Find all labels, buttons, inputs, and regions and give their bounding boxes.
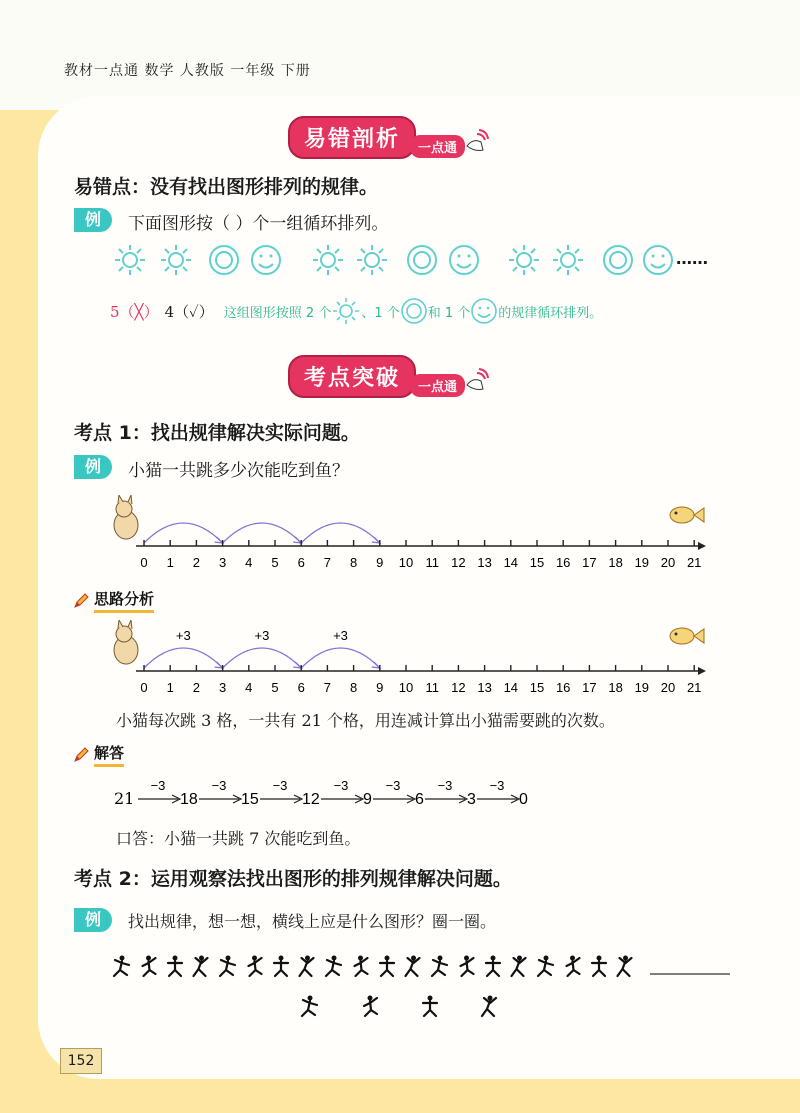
axis-ticks xyxy=(140,665,701,695)
analysis-heading: 思路分析 xyxy=(72,588,154,613)
explanation-part2: 、1 个 xyxy=(361,305,400,321)
banner-sub: 一点通 xyxy=(410,135,465,158)
athlete-figure-icon xyxy=(567,956,580,977)
tick-label-10: 10 xyxy=(398,555,414,570)
jump-arc xyxy=(223,648,302,668)
tick-label-4: 4 xyxy=(245,680,253,695)
answer-heading: 解答 xyxy=(72,742,124,767)
chain-start: 21 xyxy=(114,789,135,808)
question-text: 小猫一共跳多少次能吃到鱼？ xyxy=(128,461,349,481)
tick-label-9: 9 xyxy=(376,555,384,570)
sun-icon xyxy=(331,296,361,326)
banner-title: 易错剖析 xyxy=(288,116,416,159)
chain-op: −3 xyxy=(150,778,166,793)
tick-label-15: 15 xyxy=(529,680,545,695)
tick-label-10: 10 xyxy=(398,680,414,695)
tick-label-5: 5 xyxy=(271,555,279,570)
athlete-figure-icon xyxy=(194,956,208,977)
answer-row xyxy=(110,296,602,326)
jump-arc xyxy=(301,648,380,668)
question-text: 找出规律，想一想，横线上应是什么图形？圈一圈。 xyxy=(128,912,497,931)
chain-op: −3 xyxy=(385,778,401,793)
chain-op: −3 xyxy=(437,778,453,793)
jump-arc xyxy=(223,523,302,543)
tick-label-7: 7 xyxy=(323,555,332,570)
hand-wave-icon xyxy=(463,128,489,154)
tick-label-11: 11 xyxy=(425,680,439,695)
athlete-figure-icon xyxy=(482,996,496,1017)
jump-arc xyxy=(144,523,223,543)
chain-op: −3 xyxy=(489,778,505,793)
tick-label-8: 8 xyxy=(349,555,358,570)
answer-right: 4（✓） xyxy=(164,302,214,321)
tick-label-17: 17 xyxy=(582,555,597,570)
oral-answer: 口答：小猫一共跳 7 次能吃到鱼。 xyxy=(116,829,361,848)
tick-label-16: 16 xyxy=(555,680,571,695)
athlete-figure-icon xyxy=(355,956,368,977)
fish-icon xyxy=(670,507,704,523)
tick-label-18: 18 xyxy=(608,680,623,695)
chain-value: 18 xyxy=(180,791,198,808)
tick-label-12: 12 xyxy=(451,555,466,570)
chain-value: 3 xyxy=(467,791,476,808)
test-point-1: 考点 1：找出规律解决实际问题。 xyxy=(74,422,360,444)
tick-label-17: 17 xyxy=(582,680,597,695)
jump-arcs xyxy=(144,523,380,543)
athlete-figure-icon xyxy=(114,956,129,977)
jump-label: +3 xyxy=(333,628,348,643)
test-point-2: 考点 2：运用观察法找出图形的排列规律解决问题。 xyxy=(74,868,512,890)
sun-icon xyxy=(553,245,583,275)
tick-label-12: 12 xyxy=(451,680,466,695)
athlete-figure-icon xyxy=(592,956,606,977)
subtraction-chain xyxy=(110,770,570,816)
chain-value: 12 xyxy=(302,791,320,808)
sun-icon xyxy=(313,245,343,275)
banner-sub: 一点通 xyxy=(410,374,465,397)
jump-label: +3 xyxy=(254,628,270,643)
ellipsis: …… xyxy=(676,249,708,268)
axis-arrow xyxy=(698,667,706,675)
axis-ticks xyxy=(140,540,701,570)
pencil-icon xyxy=(72,746,90,764)
chain-op: −3 xyxy=(333,778,349,793)
example-tag: 例 xyxy=(74,208,112,232)
jump-arcs xyxy=(144,648,380,668)
tick-label-5: 5 xyxy=(271,680,279,695)
tick-label-1: 1 xyxy=(166,555,174,570)
tick-label-14: 14 xyxy=(503,555,519,570)
hand-wave-icon xyxy=(463,367,489,393)
question-text: 下面图形按（ ）个一组循环排列。 xyxy=(128,214,389,234)
explanation-part3: 和 1 个 xyxy=(427,305,471,321)
athlete-figure-icon xyxy=(274,956,288,977)
page-number: 152 xyxy=(60,1048,102,1074)
fish-icon xyxy=(670,628,704,644)
tick-label-3: 3 xyxy=(218,555,227,570)
top-band xyxy=(0,0,800,110)
smile-icon xyxy=(450,246,478,274)
tick-label-14: 14 xyxy=(503,680,519,695)
sun-icon xyxy=(509,245,539,275)
athlete-figure-icon xyxy=(618,956,632,977)
tick-label-0: 0 xyxy=(140,680,148,695)
tick-label-13: 13 xyxy=(477,555,492,570)
analysis-text: 小猫每次跳 3 格，一共有 21 个格，用连减计算出小猫需要跳的次数。 xyxy=(116,711,615,730)
chain-op: −3 xyxy=(211,778,227,793)
tick-label-0: 0 xyxy=(140,555,148,570)
smile-icon xyxy=(470,297,498,325)
tick-label-19: 19 xyxy=(634,680,650,695)
tick-label-20: 20 xyxy=(660,680,676,695)
chain-op: −3 xyxy=(272,778,288,793)
tick-label-6: 6 xyxy=(297,555,305,570)
jump-label: +3 xyxy=(175,628,191,643)
chain-value: 15 xyxy=(241,791,259,808)
sun-icon xyxy=(115,245,145,275)
athlete-figure-icon xyxy=(486,956,500,977)
chain-value: 6 xyxy=(415,791,424,808)
shape-sequence xyxy=(100,236,740,282)
tick-label-8: 8 xyxy=(349,680,358,695)
explanation-part1: 这组图形按照 2 个 xyxy=(223,305,332,321)
tick-label-4: 4 xyxy=(245,555,253,570)
tick-label-7: 7 xyxy=(323,680,332,695)
athlete-figure-icon xyxy=(512,956,526,977)
tick-label-11: 11 xyxy=(425,555,439,570)
banner-kaodian xyxy=(288,355,489,398)
ring-icon xyxy=(408,246,436,274)
tick-label-16: 16 xyxy=(555,555,571,570)
tick-label-13: 13 xyxy=(477,680,492,695)
answer-wrong: 5（╳） xyxy=(110,302,159,321)
athlete-figure-icon xyxy=(300,956,314,977)
jump-arc xyxy=(301,523,380,543)
sun-icon xyxy=(357,245,387,275)
tick-label-3: 3 xyxy=(218,680,227,695)
ring-icon xyxy=(400,297,428,325)
example-tag: 例 xyxy=(74,455,112,479)
tick-label-21: 21 xyxy=(686,555,702,570)
chain-value: 9 xyxy=(363,791,372,808)
athlete-figure-icon xyxy=(538,956,553,977)
athlete-figure-icon xyxy=(380,956,394,977)
number-line-2 xyxy=(100,620,720,700)
tick-label-9: 9 xyxy=(376,680,384,695)
athlete-figure-icon xyxy=(249,956,262,977)
cat-icon xyxy=(114,620,138,664)
tick-label-15: 15 xyxy=(529,555,545,570)
tick-label-6: 6 xyxy=(297,680,305,695)
ring-icon xyxy=(604,246,632,274)
ring-icon xyxy=(210,246,238,274)
sun-icon xyxy=(161,245,191,275)
athlete-figure-icon xyxy=(406,956,420,977)
explanation-part4: 的规律循环排列。 xyxy=(498,305,603,321)
tick-label-19: 19 xyxy=(634,555,650,570)
jump-labels xyxy=(176,628,348,643)
axis-arrow xyxy=(698,542,706,550)
athlete-figure-icon xyxy=(143,956,156,977)
banner-yicuo xyxy=(288,116,489,159)
number-line-1 xyxy=(100,495,720,575)
figure-pattern xyxy=(110,944,750,1024)
tick-label-18: 18 xyxy=(608,555,623,570)
smile-icon xyxy=(644,246,672,274)
banner-title: 考点突破 xyxy=(288,355,416,398)
athlete-figure-icon xyxy=(326,956,341,977)
jump-arc xyxy=(144,648,223,668)
athlete-figure-icon xyxy=(423,996,437,1017)
tick-label-2: 2 xyxy=(192,555,201,570)
athlete-figure-icon xyxy=(432,956,447,977)
example-tag: 例 xyxy=(74,908,112,932)
tick-label-21: 21 xyxy=(686,680,702,695)
tick-label-20: 20 xyxy=(660,555,676,570)
chain-value: 0 xyxy=(519,791,528,808)
pencil-icon xyxy=(72,592,90,610)
athlete-figure-icon xyxy=(168,956,182,977)
athlete-figure-icon xyxy=(364,996,377,1017)
athlete-figure-icon xyxy=(302,996,317,1017)
cat-icon xyxy=(114,495,138,539)
athlete-figure-icon xyxy=(220,956,235,977)
tick-label-2: 2 xyxy=(192,680,201,695)
page-header: 教材一点通 数学 人教版 一年级 下册 xyxy=(64,63,311,79)
smile-icon xyxy=(252,246,280,274)
error-point: 易错点：没有找出图形排列的规律。 xyxy=(74,176,379,198)
tick-label-1: 1 xyxy=(166,680,174,695)
athlete-figure-icon xyxy=(461,956,474,977)
